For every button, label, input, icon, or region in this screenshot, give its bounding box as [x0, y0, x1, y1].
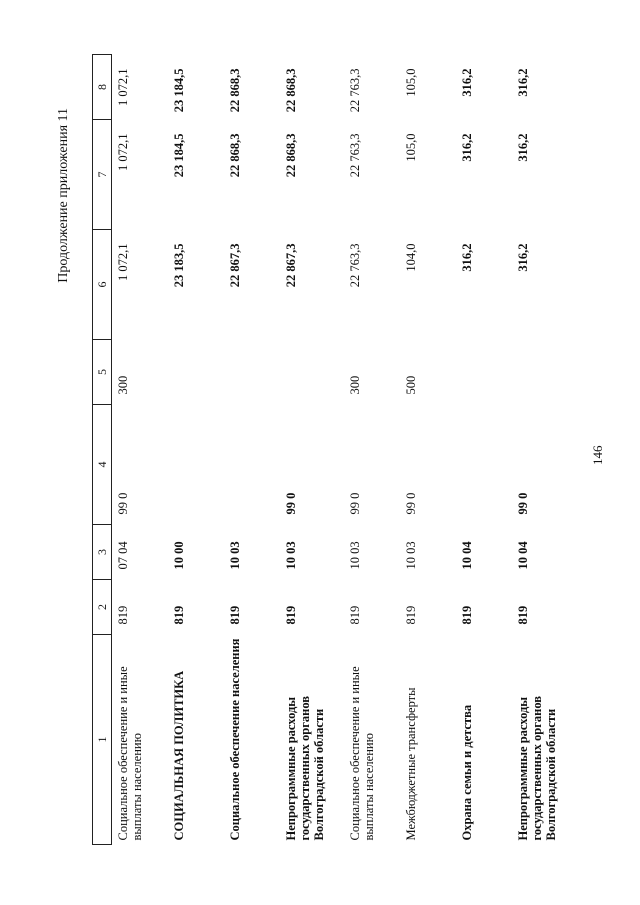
table-row [512, 55, 576, 845]
row-col-6: 104,0 [403, 243, 418, 272]
header-col-7: 7 [93, 120, 112, 230]
row-col-8: 22 763,3 [347, 68, 362, 113]
header-col-3: 3 [93, 525, 112, 580]
row-col-7: 22 868,3 [227, 133, 242, 178]
row-col-2: 819 [459, 605, 474, 625]
row-col-3: 10 03 [347, 541, 362, 570]
row-col-4 [224, 405, 280, 525]
row-col-6: 23 183,5 [171, 243, 186, 288]
row-col-8: 316,2 [515, 68, 530, 97]
page-number: 146 [590, 445, 605, 465]
row-name: Охрана семьи и детства [459, 704, 474, 841]
row-name: Непрограммные расходы государственных органов Волгоградской области [283, 695, 326, 841]
row-col-5 [456, 340, 512, 405]
row-col-5 [280, 340, 344, 405]
row-col-8: 22 868,3 [283, 68, 298, 113]
row-col-8: 22 868,3 [227, 68, 242, 113]
table-row [400, 55, 456, 845]
row-col-5 [224, 340, 280, 405]
row-name: Социальное обеспечение и иные выплаты населению [347, 666, 376, 841]
row-col-5 [512, 340, 576, 405]
row-name: Межбюджетные трансферты [403, 687, 418, 841]
header-col-2: 2 [93, 580, 112, 635]
row-col-2: 819 [116, 605, 130, 625]
row-col-8: 1 072,1 [116, 68, 130, 106]
row-col-7: 23 184,5 [171, 133, 186, 178]
row-col-2: 819 [403, 605, 418, 625]
row-col-7: 1 072,1 [116, 133, 130, 171]
row-col-4 [456, 405, 512, 525]
row-col-3: 10 04 [459, 541, 474, 570]
row-col-3: 10 04 [515, 541, 530, 570]
row-col-6: 1 072,1 [116, 243, 130, 281]
row-col-6: 22 867,3 [283, 243, 298, 288]
row-name: Непрограммные расходы государственных органов Волгоградской области [515, 695, 558, 841]
row-col-4: 99 0 [347, 492, 362, 515]
row-col-8: 316,2 [459, 68, 474, 97]
table-caption: Продолжение приложения 11 [56, 108, 71, 283]
row-col-2: 819 [347, 605, 362, 625]
row-col-4 [168, 405, 224, 525]
table-row [168, 55, 224, 845]
row-col-4: 99 0 [283, 492, 298, 515]
row-col-3: 07 04 [116, 541, 130, 570]
row-col-5 [168, 340, 224, 405]
table-row [344, 55, 400, 845]
row-col-3: 10 00 [171, 541, 186, 570]
row-col-4: 99 0 [116, 492, 130, 515]
header-col-8: 8 [93, 55, 112, 120]
row-col-3: 10 03 [227, 541, 242, 570]
row-col-4: 99 0 [515, 492, 530, 515]
row-col-5: 500 [403, 375, 418, 395]
row-name: СОЦИАЛЬНАЯ ПОЛИТИКА [171, 670, 186, 841]
row-col-2: 819 [515, 605, 530, 625]
table-header-row [93, 55, 112, 845]
budget-table [92, 54, 576, 845]
row-name: Социальное обеспечение населения [227, 638, 242, 841]
row-col-2: 819 [283, 605, 298, 625]
header-col-4: 4 [93, 405, 112, 525]
table-row [112, 55, 168, 845]
header-col-6: 6 [93, 230, 112, 340]
row-name: Социальное обеспечение и иные выплаты населению [116, 666, 144, 841]
table-row [456, 55, 512, 845]
row-col-6: 316,2 [459, 243, 474, 272]
table-row [280, 55, 344, 845]
header-col-5: 5 [93, 340, 112, 405]
table-row [224, 55, 280, 845]
row-col-3: 10 03 [403, 541, 418, 570]
row-col-5: 300 [116, 375, 130, 395]
row-col-7: 22 868,3 [283, 133, 298, 178]
row-col-6: 22 763,3 [347, 243, 362, 288]
row-col-2: 819 [227, 605, 242, 625]
row-col-8: 105,0 [403, 68, 418, 97]
row-col-5: 300 [347, 375, 362, 395]
row-col-2: 819 [171, 605, 186, 625]
row-col-3: 10 03 [283, 541, 298, 570]
row-col-7: 316,2 [515, 133, 530, 162]
row-col-7: 22 763,3 [347, 133, 362, 178]
row-col-4: 99 0 [403, 492, 418, 515]
row-col-7: 105,0 [403, 133, 418, 162]
row-col-7: 316,2 [459, 133, 474, 162]
header-col-1: 1 [93, 635, 112, 845]
row-col-6: 316,2 [515, 243, 530, 272]
row-col-8: 23 184,5 [171, 68, 186, 113]
row-col-6: 22 867,3 [227, 243, 242, 288]
